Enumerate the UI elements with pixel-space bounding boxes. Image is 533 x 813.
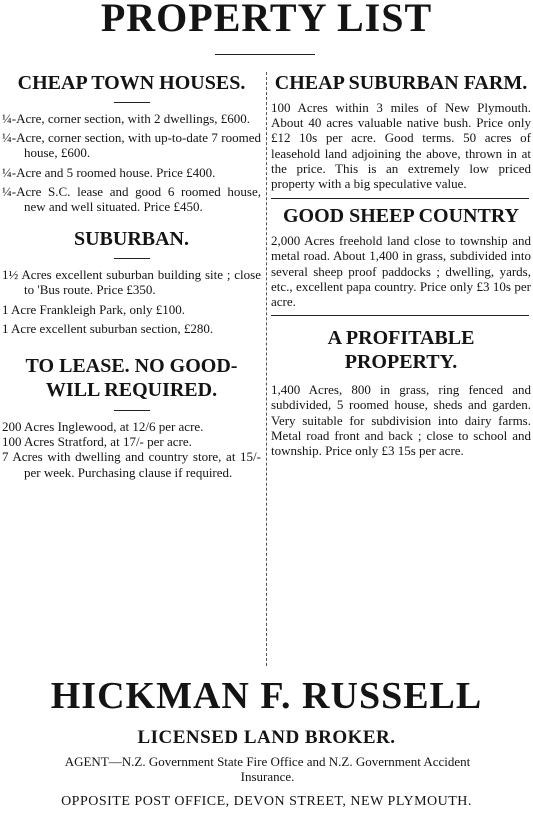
listing-item: 1½ Acres excellent suburban building site ; close to 'Bus route. Price £350. (2, 267, 261, 298)
broker-title: LICENSED LAND BROKER. (137, 727, 396, 748)
listing-text: 1,400 Acres, 800 in grass, ring fenced and subdivided, 5 roomed house, sheds and garden. Very suitable for subdivision into dairy farms. Metal road front and back ; close to school and township. Price only £3 15s per acre. (271, 382, 531, 459)
listing-item: ¼-Acre and 5 roomed house. Price £400. (2, 164, 216, 180)
listing-item: 7 Acres with dwelling and country store, at 15/- per week. Purchasing clause if required. (2, 449, 261, 480)
listing-item: 100 Acres Stratford, at 17/- per acre. (2, 434, 192, 450)
section-heading: TO LEASE. NO GOOD-WILL REQUIRED. (25, 355, 238, 402)
to-lease-section (2, 354, 261, 480)
suburban-section (2, 228, 261, 336)
column-divider (266, 72, 267, 666)
section-heading: SUBURBAN. (73, 228, 190, 251)
section-rule (271, 315, 529, 316)
listing-item: 200 Acres Inglewood, at 12/6 per acre. (2, 419, 204, 435)
suburban-farm-section (271, 72, 531, 191)
listing-item: ¼-Acre, corner section, with 2 dwellings, £600. (2, 111, 251, 126)
listing-item: ¼-Acre, corner section, with up-to-date 7 roomed house, £600. (2, 130, 261, 161)
section-heading: GOOD SHEEP COUNTRY (283, 205, 519, 228)
listing-item: 1 Acre excellent suburban section, £280. (2, 320, 214, 336)
section-heading: CHEAP TOWN HOUSES. (17, 72, 246, 94)
sheep-country-section (271, 205, 531, 309)
right-column (271, 72, 531, 458)
section-rule (271, 198, 529, 199)
profitable-property-section (271, 326, 531, 458)
town-houses-section (2, 72, 261, 214)
section-rule (114, 102, 150, 103)
section-heading: A PROFITABLE PROPERTY. (327, 327, 475, 374)
section-rule (114, 410, 150, 411)
listing-item: ¼-Acre S.C. lease and good 6 roomed house, new and well situated. Price £450. (2, 183, 261, 215)
listing-item: 1 Acre Frankleigh Park, only £100. (2, 301, 186, 317)
section-rule (114, 258, 150, 259)
page-title: PROPERTY LIST (100, 0, 433, 40)
broker-name: HICKMAN F. RUSSELL (50, 675, 483, 717)
listing-text: 100 Acres within 3 miles of New Plymouth. About 40 acres valuable native bush. Price only £12 10s per acre. Good terms. 50 acres of leasehold land adjoining the above, thrown in at the price. This is an extremely low priced property with a big speculative value. (271, 100, 531, 192)
left-column (2, 72, 261, 484)
listing-text: 2,000 Acres freehold land close to township and metal road. About 1,400 in grass, subdivided into several sheep proof paddocks ; dwelling, yards, etc., excellent papa country. Price only £3 10s per acre. (271, 233, 531, 310)
agent-line: AGENT—N.Z. Government State Fire Office and N.Z. Government Accident Insurance. (64, 754, 471, 784)
section-heading: CHEAP SUBURBAN FARM. (274, 72, 528, 94)
title-rule (215, 54, 315, 55)
broker-address: OPPOSITE POST OFFICE, DEVON STREET, NEW PLYMOUTH. (61, 794, 472, 809)
